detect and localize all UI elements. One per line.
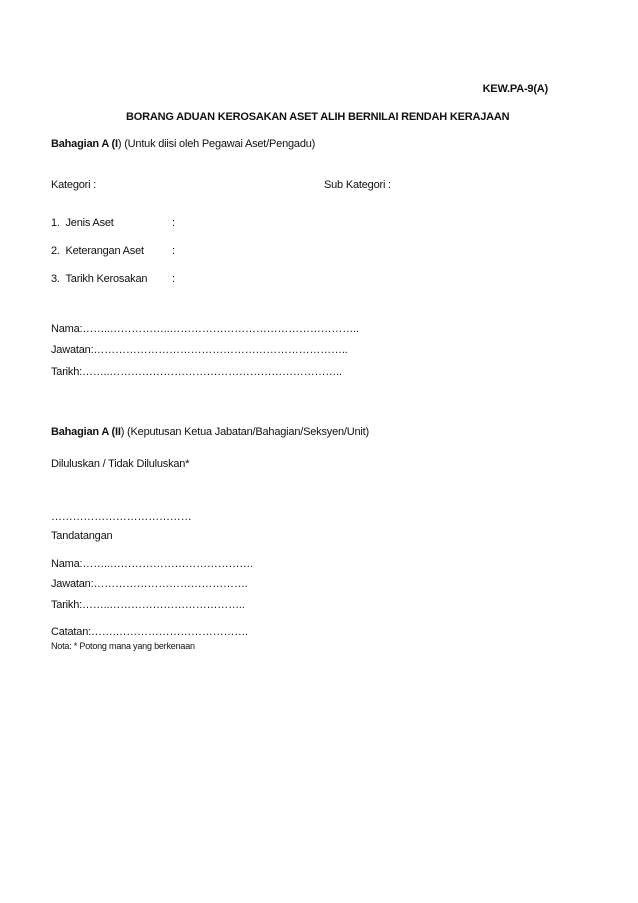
nama-line-a2: Nama:……..………………………………….: [51, 558, 253, 570]
tarikh-line-a2: Tarikh:……..………………………………..: [51, 599, 245, 611]
catatan-line: Catatan:…….……………………………….: [51, 626, 248, 638]
section-a2-heading-description: ) (Keputusan Ketua Jabatan/Bahagian/Seksyen/Unit): [120, 426, 369, 438]
section-a2-heading: [51, 426, 369, 438]
item-label: Tarikh Kerosakan: [65, 273, 148, 285]
item-colon: :: [172, 273, 175, 285]
signature-label: Tandatangan: [51, 530, 113, 542]
section-a2-heading-prefix: Bahagian A (: [51, 426, 116, 438]
form-title: BORANG ADUAN KEROSAKAN ASET ALIH BERNILAI RENDAH KERAJAAN: [126, 111, 510, 123]
footnote: Nota: * Potong mana yang berkenaan: [51, 641, 195, 651]
section-a1-heading-roman: I: [115, 138, 118, 150]
item-label: Keterangan Aset: [65, 245, 144, 257]
form-code: KEW.PA-9(A): [482, 83, 548, 95]
item-colon: :: [172, 217, 175, 229]
item-keterangan-aset: [51, 245, 144, 257]
section-a1-heading: [51, 138, 315, 150]
section-a1-heading-prefix: Bahagian A (: [51, 138, 116, 150]
item-tarikh-kerosakan: [51, 273, 147, 285]
nama-line-a1: Nama:……..……………..……………………………………………..: [51, 323, 359, 335]
section-a2-heading-roman: II: [115, 426, 121, 438]
jawatan-line-a2: Jawatan:…………………………………….: [51, 578, 248, 590]
item-label: Jenis Aset: [65, 217, 114, 229]
tarikh-line-a1: Tarikh:……..………………………………………………………..: [51, 366, 342, 378]
sub-kategori-label: Sub Kategori :: [324, 179, 391, 191]
item-colon: :: [172, 245, 175, 257]
section-a1-heading-description: ) (Untuk diisi oleh Pegawai Aset/Pengadu): [117, 138, 316, 150]
kategori-label: Kategori :: [51, 179, 97, 191]
signature-dots: …………………………………: [51, 511, 192, 523]
item-jenis-aset: [51, 217, 114, 229]
item-number: 1.: [51, 217, 60, 229]
decision-text: Diluluskan / Tidak Diluluskan*: [51, 458, 190, 470]
jawatan-line-a1: Jawatan:……………………………………………………………..: [51, 344, 348, 356]
item-number: 3.: [51, 273, 60, 285]
item-number: 2.: [51, 245, 60, 257]
